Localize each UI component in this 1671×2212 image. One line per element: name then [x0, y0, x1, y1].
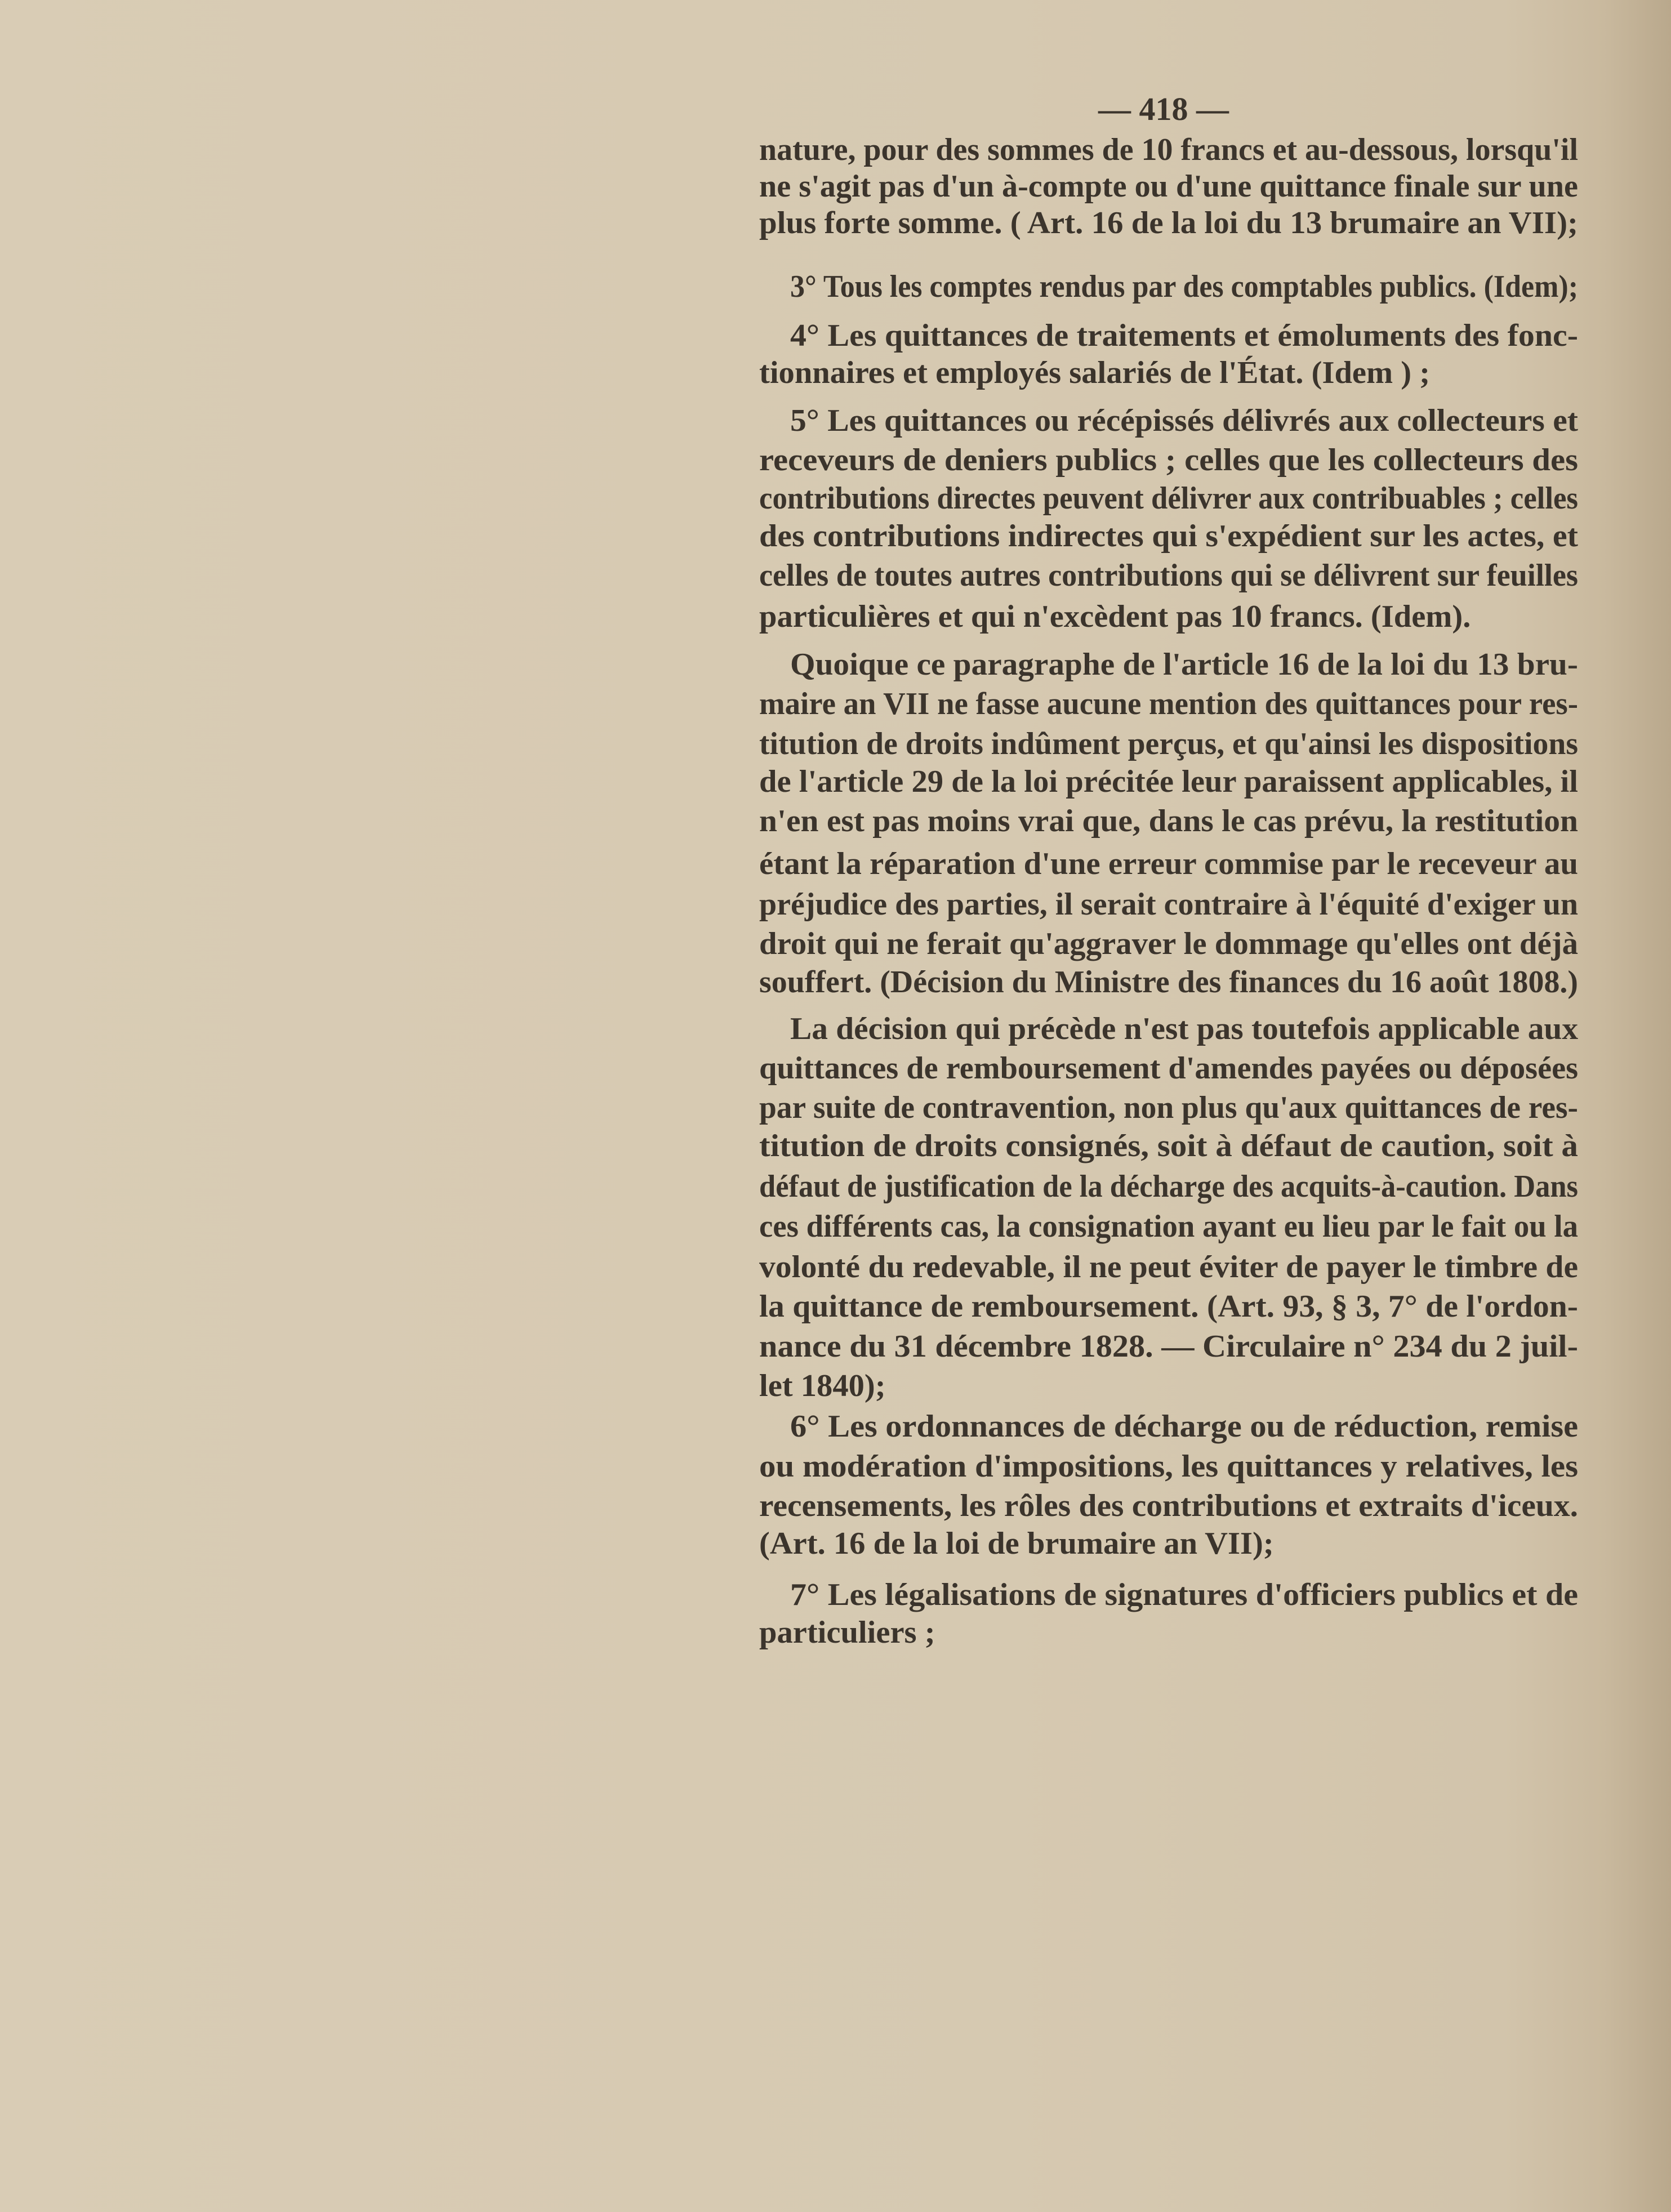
- text-line: [759, 802, 1578, 840]
- text-line: [790, 268, 1639, 305]
- text-line-content: let 1840);: [759, 1368, 886, 1403]
- text-line-content: titution de droits consignés, soit à défaut de caution, soit à: [759, 1129, 1578, 1163]
- text-line: [790, 402, 1578, 439]
- text-line: [759, 1208, 1597, 1245]
- text-line-content: nance du 31 décembre 1828. — Circulaire n° 234 du 2 juil-: [759, 1329, 1578, 1364]
- text-line: [759, 480, 1627, 517]
- text-line-content: la quittance de remboursement. (Art. 93, § 3, 7° de l'ordon-: [759, 1289, 1578, 1324]
- text-line: [759, 725, 1583, 762]
- text-line: [759, 1089, 1587, 1126]
- text-line: [759, 964, 1580, 1001]
- text-line: [759, 1614, 933, 1651]
- text-line-content: 7° Les légalisations de signatures d'officiers publics et de: [790, 1577, 1578, 1612]
- text-line-content: droit qui ne ferait qu'aggraver le dommage qu'elles ont déjà: [759, 926, 1578, 961]
- text-line-content: celles de toutes autres contributions qui se délivrent sur feuilles: [759, 558, 1578, 593]
- text-line-content: recensements, les rôles des contributions et extraits d'iceux.: [759, 1488, 1578, 1523]
- text-line-content: volonté du redevable, il ne peut éviter de payer le timbre de: [759, 1250, 1578, 1285]
- text-line: [759, 1367, 884, 1404]
- text-line: [790, 646, 1578, 683]
- page-number: — 418 —: [1098, 91, 1229, 127]
- text-line: [759, 441, 1578, 479]
- text-line-content: plus forte somme. ( Art. 16 de la loi du 13 brumaire an VII);: [759, 206, 1578, 240]
- text-line-content: quittances de remboursement d'amendes payées ou déposées: [759, 1051, 1578, 1086]
- text-line: [790, 1576, 1578, 1613]
- text-line: [759, 557, 1606, 594]
- text-line-content: nature, pour des sommes de 10 francs et au-dessous, lorsqu'il: [759, 132, 1578, 167]
- text-line-content: ou modération d'impositions, les quittances y relatives, les: [759, 1449, 1578, 1484]
- text-line-content: titution de droits indûment perçus, et qu'ainsi les dispositions: [759, 726, 1578, 761]
- text-line-content: 3° Tous les comptes rendus par des comptables publics. (Idem);: [790, 269, 1578, 304]
- text-line: [759, 131, 1579, 168]
- text-line: [790, 1010, 1578, 1047]
- text-line: [759, 204, 1578, 242]
- text-line: [759, 1168, 1633, 1205]
- text-line: [759, 886, 1578, 923]
- text-line-content: des contributions indirectes qui s'expédient sur les actes, et: [759, 519, 1578, 554]
- text-line-content: receveurs de deniers publics ; celles que les collecteurs des: [759, 443, 1578, 478]
- text-line: [759, 1328, 1578, 1365]
- text-line: [759, 1127, 1578, 1165]
- text-line: [759, 763, 1578, 800]
- text-line-content: souffert. (Décision du Ministre des finances du 16 août 1808.): [759, 965, 1578, 1000]
- text-line-content: Quoique ce paragraphe de l'article 16 de la loi du 13 bru-: [790, 647, 1578, 682]
- text-line: [759, 925, 1578, 962]
- text-line-content: défaut de justification de la décharge des acquits-à-caution. Dans: [759, 1169, 1578, 1204]
- text-line-content: étant la réparation d'une erreur commise par le receveur au: [759, 846, 1578, 881]
- text-line: [759, 518, 1578, 555]
- text-line-content: n'en est pas moins vrai que, dans le cas prévu, la restitution: [759, 804, 1578, 839]
- text-line-content: particulières et qui n'excèdent pas 10 francs. (Idem).: [759, 599, 1471, 634]
- text-line-content: préjudice des parties, il serait contraire à l'équité d'exiger un: [759, 887, 1578, 922]
- text-line: [759, 354, 1431, 391]
- text-line-content: 6° Les ordonnances de décharge ou de réduction, remise: [790, 1409, 1578, 1444]
- text-line-content: par suite de contravention, non plus qu'aux quittances de res-: [759, 1090, 1578, 1125]
- text-line: [759, 685, 1596, 723]
- text-line-content: contributions directes peuvent délivrer aux contribuables ; celles: [759, 481, 1578, 516]
- text-line-content: ces différents cas, la consignation ayant eu lieu par le fait ou la: [759, 1209, 1578, 1244]
- text-line-content: de l'article 29 de la loi précitée leur paraissent applicables, il: [759, 764, 1578, 799]
- text-line-content: 4° Les quittances de traitements et émoluments des fonc-: [790, 318, 1578, 353]
- text-line: [759, 1248, 1578, 1286]
- text-line: [790, 1408, 1578, 1445]
- text-line: [759, 845, 1578, 882]
- text-line-content: tionnaires et employés salariés de l'État. (Idem ) ;: [759, 355, 1431, 390]
- text-line: [759, 1288, 1578, 1325]
- text-line: [790, 317, 1578, 354]
- text-line: [759, 168, 1578, 205]
- text-line-content: La décision qui précède n'est pas toutefois applicable aux: [790, 1011, 1578, 1046]
- text-line-content: particuliers ;: [759, 1615, 935, 1650]
- text-line-content: ne s'agit pas d'un à-compte ou d'une quittance finale sur une: [759, 169, 1578, 204]
- text-line: [759, 1525, 1274, 1562]
- text-line: [759, 1448, 1578, 1485]
- text-line-content: maire an VII ne fasse aucune mention des quittances pour res-: [759, 686, 1578, 721]
- text-line: [759, 1487, 1578, 1524]
- text-line-content: 5° Les quittances ou récépissés délivrés aux collecteurs et: [790, 403, 1578, 438]
- text-line-content: (Art. 16 de la loi de brumaire an VII);: [759, 1526, 1274, 1561]
- text-line: [759, 598, 1471, 635]
- text-line: [759, 1050, 1578, 1087]
